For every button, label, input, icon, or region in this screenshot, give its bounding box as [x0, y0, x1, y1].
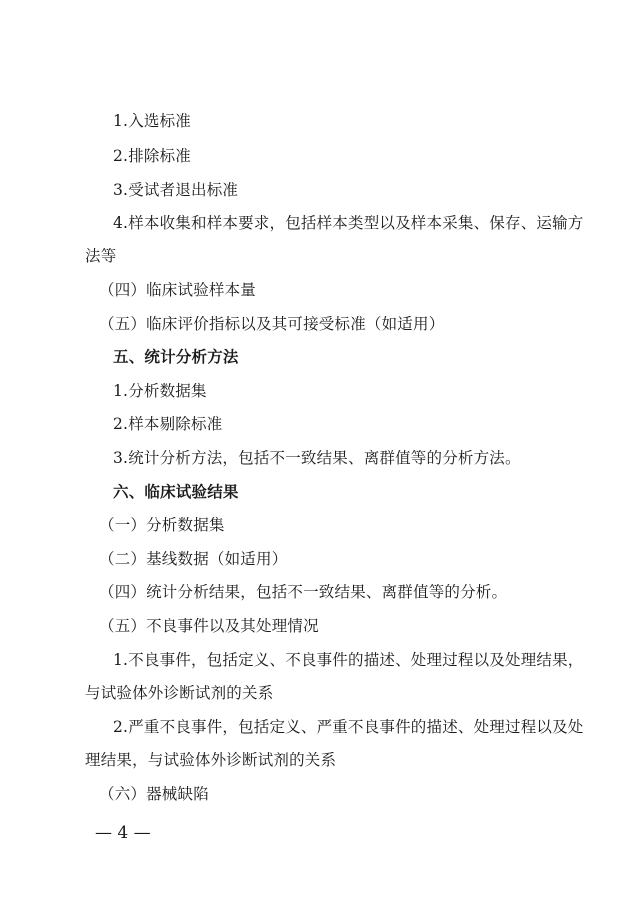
results-statistical-analysis: （四）统计分析结果，包括不一致结果、离群值等的分析。 — [99, 583, 508, 601]
stat-analysis-methods: 3.统计分析方法，包括不一致结果、离群值等的分析方法。 — [113, 449, 521, 467]
criteria-withdrawal: 3.受试者退出标准 — [113, 181, 239, 199]
results-baseline-data: （二）基线数据（如适用） — [99, 550, 288, 568]
criteria-inclusion: 1.入选标准 — [113, 112, 191, 130]
results-adverse-events: （五）不良事件以及其处理情况 — [99, 617, 319, 635]
stat-sample-exclusion: 2.样本剔除标准 — [113, 415, 223, 433]
page-number: — 4 — — [95, 823, 151, 843]
sample-requirements-line2: 法等 — [85, 247, 117, 265]
results-analysis-dataset: （一）分析数据集 — [99, 516, 225, 534]
serious-adverse-event-line2: 理结果，与试验体外诊断试剂的关系 — [85, 751, 337, 769]
stat-analysis-dataset: 1.分析数据集 — [113, 382, 207, 400]
section-evaluation-indicators: （五）临床评价指标以及其可接受标准（如适用） — [99, 315, 445, 333]
adverse-event-line2: 与试验体外诊断试剂的关系 — [85, 684, 274, 702]
results-device-defects: （六）器械缺陷 — [99, 785, 209, 803]
serious-adverse-event-line1: 2.严重不良事件，包括定义、严重不良事件的描述、处理过程以及处 — [113, 718, 584, 736]
criteria-exclusion: 2.排除标准 — [113, 147, 191, 165]
adverse-event-line1: 1.不良事件，包括定义、不良事件的描述、处理过程以及处理结果， — [113, 651, 584, 669]
section-sample-size: （四）临床试验样本量 — [99, 281, 257, 299]
heading-clinical-results: 六、临床试验结果 — [113, 482, 239, 501]
sample-requirements-line1: 4.样本收集和样本要求，包括样本类型以及样本采集、保存、运输方 — [113, 214, 584, 232]
heading-statistical-methods: 五、统计分析方法 — [113, 347, 239, 366]
